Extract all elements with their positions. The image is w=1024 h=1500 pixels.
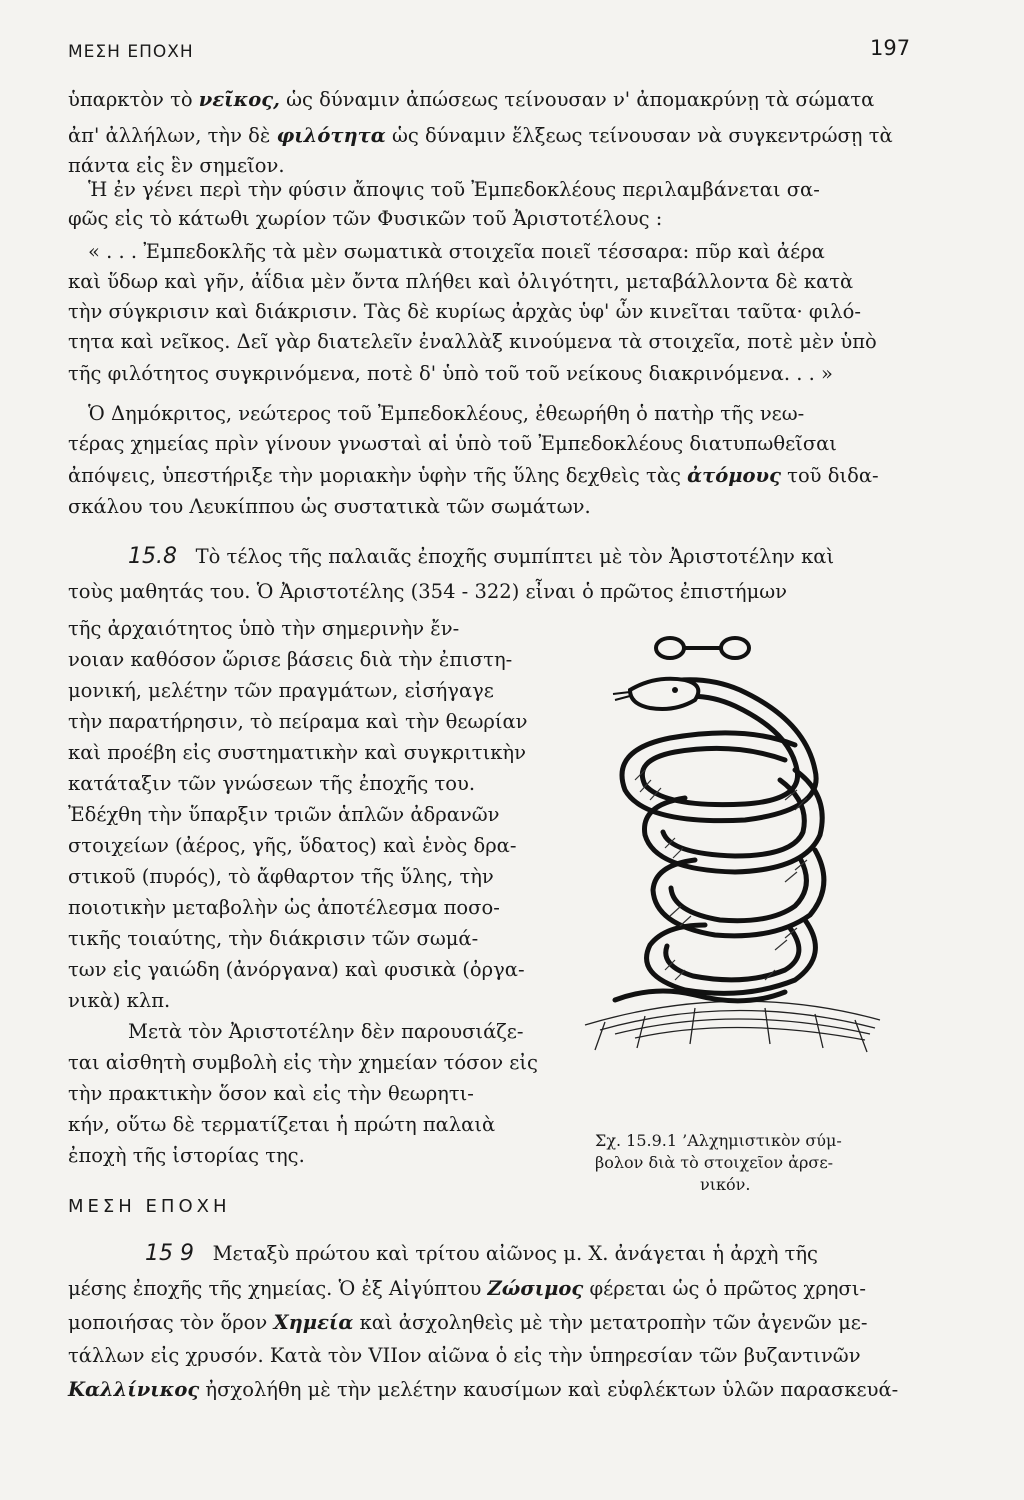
text-line: νικὰ) κλπ. bbox=[68, 989, 171, 1012]
text-line: ἀπ' ἀλλήλων, τὴν δὲ φιλότητα ὡς δύναμιν ἕλξεως τείνουσαν νὰ συγκεντρώσῃ τὰ bbox=[68, 124, 893, 147]
text-line: στικοῦ (πυρός), τὸ ἄφθαρτον τῆς ὕλης, τὴν bbox=[68, 865, 494, 888]
text-line: νοιαν καθόσον ὥρισε βάσεις διὰ τὴν ἐπιστη- bbox=[68, 648, 513, 671]
text-line: καὶ προέβη εἰς συστηματικὴν καὶ συγκριτικὴν bbox=[68, 741, 526, 764]
section-number-15-8: 15.8 bbox=[128, 544, 177, 569]
text-line: τὴν πρακτικὴν ὅσον καὶ εἰς τὴν θεωρητι- bbox=[68, 1082, 474, 1105]
emphasis-kallinikos: Καλλίνικος bbox=[68, 1378, 200, 1401]
text-line: Μετὰ τὸν Ἀριστοτέλην δὲν παρουσιάζε- bbox=[128, 1020, 524, 1043]
section-number-15-9: 15 9 bbox=[145, 1241, 194, 1266]
figure-caption-line: βολον διὰ τὸ στοιχεῖον ἀρσε- bbox=[595, 1153, 834, 1172]
section-15-9-first-line: 15 9 Μεταξὺ πρώτου καὶ τρίτου αἰῶνος μ. Χ. ἀνάγεται ἡ ἀρχὴ τῆς bbox=[145, 1241, 818, 1266]
text-line: τῆς ἀρχαιότητος ὑπὸ τὴν σημερινὴν ἔν- bbox=[68, 617, 460, 640]
text-line: φῶς εἰς τὸ κάτωθι χωρίον τῶν Φυσικῶν τοῦ Ἀριστοτέλους : bbox=[68, 207, 663, 230]
text-line: ποιοτικὴν μεταβολὴν ὡς ἀποτέλεσμα ποσο- bbox=[68, 896, 500, 919]
text-line: Ὁ Δημόκριτος, νεώτερος τοῦ Ἐμπεδοκλέους, ἐθεωρήθη ὁ πατὴρ τῆς νεω- bbox=[88, 402, 805, 425]
section-heading: ΜΕΣΗ ΕΠΟΧΗ bbox=[68, 1196, 231, 1217]
text-line: κήν, οὕτω δὲ τερματίζεται ἡ πρώτη παλαιὰ bbox=[68, 1113, 496, 1136]
text-line: τάλλων εἰς χρυσόν. Κατὰ τὸν VIIον αἰῶνα ὁ εἰς τὴν ὑπηρεσίαν τῶν βυζαντινῶν bbox=[68, 1344, 861, 1367]
text-line: τικῆς τοιαύτης, τὴν διάκρισιν τῶν σωμά- bbox=[68, 927, 479, 950]
quote-line: « . . . Ἐμπεδοκλῆς τὰ μὲν σωματικὰ στοιχεῖα ποιεῖ τέσσαρα: πῦρ καὶ ἀέρα bbox=[88, 240, 825, 263]
text-line: τοὺς μαθητάς του. Ὁ Ἀριστοτέλης (354 - 322) εἶναι ὁ πρῶτος ἐπιστήμων bbox=[68, 580, 788, 603]
text-line: τὴν παρατήρησιν, τὸ πείραμα καὶ τὴν θεωρίαν bbox=[68, 710, 528, 733]
quote-line: τῆς φιλότητος συγκρινόμενα, ποτὲ δ' ὑπὸ τοῦ τοῦ νείκους διακρινόμενα. . . » bbox=[68, 362, 833, 385]
text-line: ἐποχὴ τῆς ἱστορίας της. bbox=[68, 1144, 305, 1167]
text-line: κατάταξιν τῶν γνώσεων τῆς ἐποχῆς του. bbox=[68, 772, 476, 795]
alchemical-arsenic-symbol-figure bbox=[575, 620, 895, 1060]
text-line: σκάλου του Λευκίππου ὡς συστατικὰ τῶν σωμάτων. bbox=[68, 495, 591, 518]
text-line: στοιχείων (ἀέρος, γῆς, ὕδατος) καὶ ἑνὸς δρα- bbox=[68, 834, 517, 857]
text-line: των εἰς γαιώδη (ἀνόργανα) καὶ φυσικὰ (ὀργα- bbox=[68, 958, 525, 981]
emphasis-neikos: νεῖκος, bbox=[198, 88, 280, 111]
text-line: ὑπαρκτὸν τὸ νεῖκος, ὡς δύναμιν ἀπώσεως τείνουσαν ν' ἀπομακρύνῃ τὰ σώματα bbox=[68, 88, 875, 111]
text-line: μοποιήσας τὸν ὅρον Χημεία καὶ ἀσχοληθεὶς μὲ τὴν μετατροπὴν τῶν ἀγενῶν με- bbox=[68, 1311, 868, 1334]
quote-line: τητα καὶ νεῖκος. Δεῖ γὰρ διατελεῖν ἐναλλὰξ κινούμενα τὰ στοιχεῖα, ποτὲ μὲν ὑπὸ bbox=[68, 330, 877, 353]
text-line: ἀπόψεις, ὑπεστήριξε τὴν μοριακὴν ὑφὴν τῆς ὕλης δεχθεὶς τὰς ἀτόμους τοῦ διδα- bbox=[68, 464, 879, 487]
emphasis-atomous: ἀτόμους bbox=[687, 464, 781, 487]
text-line: μέσης ἐποχῆς τῆς χημείας. Ὁ ἐξ Αἰγύπτου Ζώσιμος φέρεται ὡς ὁ πρῶτος χρησι- bbox=[68, 1277, 866, 1300]
emphasis-zosimos: Ζώσιμος bbox=[487, 1277, 584, 1300]
emphasis-filotita: φιλότητα bbox=[276, 124, 386, 147]
figure-caption-line: νικόν. bbox=[700, 1175, 751, 1194]
quote-line: καὶ ὕδωρ καὶ γῆν, ἀΐδια μὲν ὄντα πλήθει καὶ ὀλιγότητι, μεταβάλλοντα δὲ κατὰ bbox=[68, 270, 854, 293]
quote-line: τὴν σύγκρισιν καὶ διάκρισιν. Τὰς δὲ κυρίως ἀρχὰς ὑφ' ὧν κινεῖται ταῦτα· φιλό- bbox=[68, 300, 861, 323]
text-line: τέρας χημείας πρὶν γίνουν γνωσταὶ αἱ ὑπὸ τοῦ Ἐμπεδοκλέους διατυπωθεῖσαι bbox=[68, 432, 837, 455]
section-15-8-first-line: 15.8 Τὸ τέλος τῆς παλαιᾶς ἐποχῆς συμπίπτει μὲ τὸν Ἀριστοτέλην καὶ bbox=[128, 544, 835, 569]
text-line: Ἡ ἐν γένει περὶ τὴν φύσιν ἄποψις τοῦ Ἐμπεδοκλέους περιλαμβάνεται σα- bbox=[88, 178, 820, 201]
figure-caption-line: Σχ. 15.9.1 ’Αλχημιστικὸν σύμ- bbox=[595, 1131, 842, 1150]
text-line: πάντα εἰς ἓν σημεῖον. bbox=[68, 154, 285, 177]
running-head: ΜΕΣΗ ΕΠΟΧΗ bbox=[68, 42, 194, 62]
text-line: Ἐδέχθη τὴν ὕπαρξιν τριῶν ἁπλῶν ἀδρανῶν bbox=[68, 803, 500, 826]
text-line: ται αἰσθητὴ συμβολὴ εἰς τὴν χημείαν τόσον εἰς bbox=[68, 1051, 538, 1074]
text-line: μονική, μελέτην τῶν πραγμάτων, εἰσήγαγε bbox=[68, 679, 494, 702]
emphasis-chimeia: Χημεία bbox=[273, 1311, 354, 1334]
text-line: Καλλίνικος ἠσχολήθη μὲ τὴν μελέτην καυσίμων καὶ εὐφλέκτων ὑλῶν παρασκευά- bbox=[68, 1378, 899, 1401]
page-number: 197 bbox=[870, 36, 911, 60]
